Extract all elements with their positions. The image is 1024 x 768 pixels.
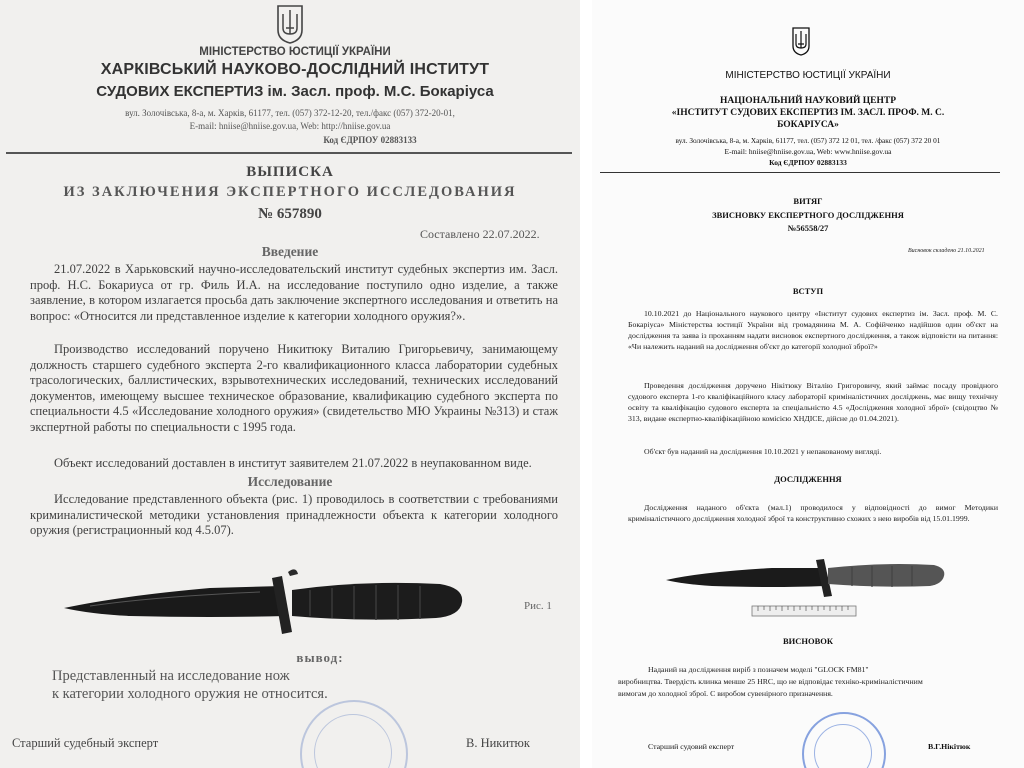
page-gap (580, 0, 592, 768)
institute-name-line2: СУДОВИХ ЕКСПЕРТИЗ ім. Засл. проф. М.С. Бокаріуса (96, 83, 494, 100)
paragraph-3: Об'єкт був наданий на дослідження 10.10.2021 у непакованому вигляді. (644, 447, 882, 456)
signer-title: Старший судебный эксперт (12, 736, 159, 750)
right-document (592, 0, 1024, 768)
trident-emblem-icon (791, 26, 811, 56)
center-name-line2: «ІНСТИТУТ СУДОВИХ ЕКСПЕРТИЗ ІМ. ЗАСЛ. ПРОФ. М. С. (671, 108, 945, 118)
figure-label: Рис. 1 (524, 600, 552, 612)
header-divider (600, 172, 1000, 173)
document-number: №56558/27 (787, 223, 829, 233)
intro-heading: Введение (261, 244, 319, 259)
institute-name-line1: ХАРКІВСЬКИЙ НАУКОВО-ДОСЛІДНИЙ ІНСТИТУТ (100, 61, 490, 78)
conclusion-heading: ВИСНОВОК (782, 636, 834, 646)
conclusion-line-3: вимогам до холодної зброї. С виробом сувенірного призначення. (618, 689, 833, 698)
header-divider (6, 152, 572, 154)
document-title: ВЫПИСКА (246, 164, 334, 180)
paragraph-3: Объект исследований доставлен в институт заявителем 21.07.2022 в неупакованном виде. (54, 456, 532, 470)
research-heading: Исследование (247, 474, 333, 489)
paragraph-4: Дослідження наданого об'єкта (мал.1) проводилося у відповідності до вимог Методики криміналістичного дослідження холодної зброї та конструктивно схожих з нею виробів від 15.01.1999. (628, 503, 998, 523)
conclusion-line-1: Представленный на исследование нож (52, 668, 290, 684)
conclusion-line-2: к категории холодного оружия не относится. (52, 686, 328, 702)
address-line: вул. Золочівська, 8-а, м. Харків, 61177, тел. (057) 372-12-20, тел./факс (057) 372-20-01, (125, 108, 455, 118)
intro-heading: ВСТУП (792, 286, 824, 296)
paragraph-2: Проведення дослідження доручено Нікітюку Віталію Григоровичу, який займає посаду провідного судового експерта 1-го кваліфікаційного класу лабораторії криміналістичних досліджень, має вищу технічну освіту та кваліфікацію судового експерта за спеціальністю 4.5 «Дослідження холодної зброї» (свідоцтво № 313, видане експертно-кваліфікаційною комісією ХНДІСЕ, дійсне до 01.04.2021). (628, 381, 998, 423)
signer-title: Старший судовий експерт (648, 742, 735, 751)
paragraph-1: 10.10.2021 до Національного наукового центру «Інститут судових експертиз ім. Засл. проф. М. С. Бокаріуса» Міністерства юстиції України від громадянина М. А. Софійченко надійшов один об'єкт на дослідження та заява із проханням надати висновок експертного дослідження, а також відповісти на питання: «Чи належить наданий на дослідження об'єкт до категорії холодної зброї?» (628, 309, 998, 351)
paragraph-4: Исследование представленного объекта (рис. 1) проводилось в соответствии с требованиями криминалистической методики установления принадлежности объекта к категории холодного оружия (регистрационный код 4.5.07). (30, 492, 558, 538)
conclusion-heading: вывод: (296, 650, 344, 665)
edrpou-code: Код ЄДРПОУ 02883133 (323, 135, 417, 145)
email-line: E-mail: hniise@hniise.gov.ua, Web: http://hniise.gov.ua (189, 121, 391, 131)
paragraph-2: Производство исследований поручено Никитюку Виталию Григорьевичу, занимающему должность старшего судебного эксперта 2-го квалификационного класса лаборатории судебных трасологических, баллистических, взрывотехнических исследований, технических исследований документов, имеющему высшее техническое образование, квалификацию судебного эксперта по специальности 4.5 «Исследование холодного оружия» (свидетельство МЮ Украины №313) и стаж экспертной работы по специальности с 1995 года. (30, 342, 558, 434)
document-subtitle: ИЗ ЗАКЛЮЧЕНИЯ ЭКСПЕРТНОГО ИССЛЕДОВАНИЯ (63, 184, 517, 200)
center-name-line1: НАЦІОНАЛЬНИЙ НАУКОВИЙ ЦЕНТР (719, 96, 897, 106)
signer-name: В.Г.Нікітюк (928, 742, 971, 751)
knife-photo (60, 566, 470, 644)
conclusion-line-1: Наданий на дослідження виріб з позначем моделі "GLOCK FM81" (648, 665, 869, 674)
document-title: ВИТЯГ (793, 196, 823, 206)
document-number: № 657890 (258, 206, 322, 222)
center-name-line3: БОКАРІУСА» (777, 120, 839, 130)
signer-name: В. Никитюк (466, 736, 530, 750)
document-date: Висновок складено 21.10.2021 (908, 248, 985, 254)
edrpou-code: Код ЄДРПОУ 02883133 (769, 158, 847, 167)
ministry-title: МІНІСТЕРСТВО ЮСТИЦІЇ УКРАЇНИ (725, 70, 891, 81)
email-line: E-mail: hniise@hniise.gov.ua, Web: www.hniise.gov.ua (724, 147, 892, 156)
document-subtitle: ЗВИСНОВКУ ЕКСПЕРТНОГО ДОСЛІДЖЕННЯ (712, 210, 904, 220)
document-date: Составлено 22.07.2022. (420, 227, 540, 241)
trident-emblem-icon (276, 4, 304, 44)
ministry-title: МІНІСТЕРСТВО ЮСТИЦІЇ УКРАЇНИ (199, 46, 391, 58)
knife-photo (662, 556, 952, 628)
research-heading: ДОСЛІДЖЕННЯ (774, 474, 842, 484)
paragraph-1: 21.07.2022 в Харьковский научно-исследовательский институт судебных экспертиз им. Засл. проф. Н.С. Бокариуса от гр. Филь И.А. на исследование поступило одно изделие, а также заявление, в котором излагается просьба дать заключение экспертного исследования и ответить на вопрос: «Относится ли представленное изделие к категории холодного оружия?». (30, 262, 558, 323)
address-line: вул. Золочівська, 8-а, м. Харків, 61177, тел. (057) 372 12 01, тел. /факс (057) 372 20 01 (675, 136, 941, 145)
conclusion-line-2: виробництва. Твердість клинка менше 25 HRC, що не відповідає техніко-криміналістичним (618, 677, 923, 686)
